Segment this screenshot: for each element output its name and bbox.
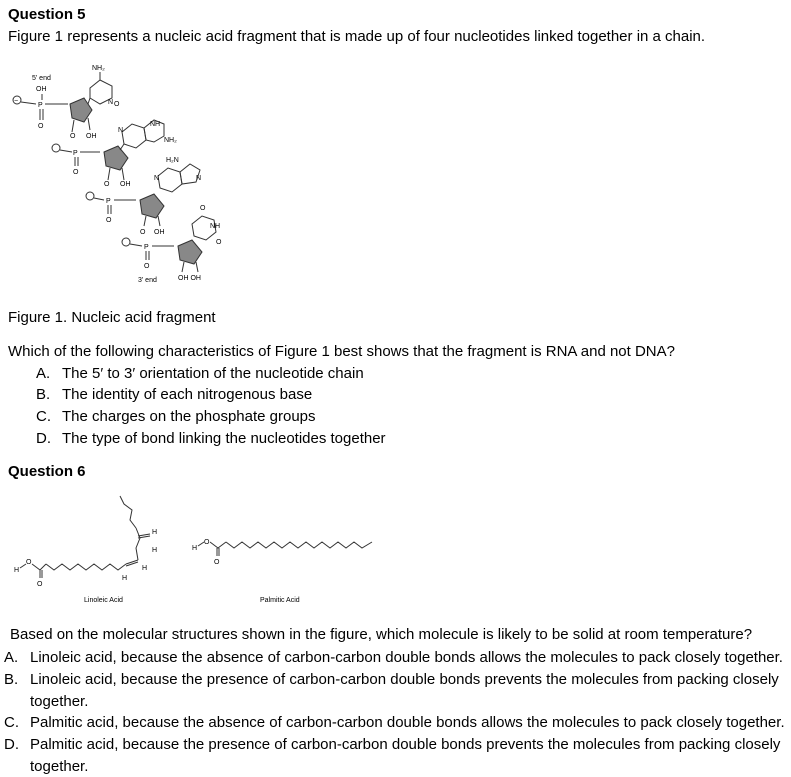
svg-text:P: P <box>73 150 78 157</box>
svg-text:OH OH: OH OH <box>178 275 201 282</box>
svg-text:N: N <box>196 175 202 182</box>
svg-text:O: O <box>38 123 44 130</box>
option-text: Palmitic acid, because the absence of carbon-carbon double bonds allows the molecules to pack closely together. <box>30 714 785 731</box>
svg-text:O: O <box>73 169 79 176</box>
svg-text:OH: OH <box>86 133 97 140</box>
option-text: The charges on the phosphate groups <box>62 408 316 425</box>
q6-option-a[interactable] <box>4 647 788 669</box>
three-end-label: 3' end <box>138 277 157 284</box>
q6-question: Based on the molecular structures shown in the figure, which molecule is likely to be solid at room temperature? <box>10 626 753 643</box>
q5-option-c[interactable] <box>36 408 316 425</box>
option-letter: C. <box>36 408 51 425</box>
svg-text:P: P <box>144 244 149 251</box>
svg-text:O: O <box>214 559 220 566</box>
svg-text:O: O <box>37 581 43 588</box>
svg-text:H: H <box>142 565 148 572</box>
palmitic-label: Palmitic Acid <box>260 597 300 604</box>
q5-heading: Question 5 <box>8 6 86 23</box>
svg-text:NH: NH <box>210 223 221 230</box>
svg-text:H: H <box>122 575 128 582</box>
svg-text:O: O <box>106 217 112 224</box>
option-letter: D. <box>36 430 51 447</box>
svg-text:OH: OH <box>36 86 47 93</box>
svg-text:O: O <box>204 539 210 546</box>
svg-text:OH: OH <box>154 229 165 236</box>
q5-intro: Figure 1 represents a nucleic acid fragment that is made up of four nucleotides linked together in a chain. <box>8 28 706 45</box>
svg-text:O: O <box>104 181 110 188</box>
svg-text:N: N <box>118 127 124 134</box>
option-letter: A. <box>4 649 19 666</box>
svg-text:O: O <box>144 263 150 270</box>
svg-text:H: H <box>14 567 20 574</box>
nucleic-acid-figure <box>0 58 300 298</box>
five-end-label: 5' end <box>32 75 51 82</box>
option-letter: A. <box>36 365 51 382</box>
svg-text:H₂N: H₂N <box>166 157 179 164</box>
svg-text:H: H <box>192 545 198 552</box>
svg-text:O: O <box>200 205 206 212</box>
option-letter: D. <box>4 736 19 753</box>
svg-text:H: H <box>152 529 158 536</box>
svg-text:H: H <box>152 547 158 554</box>
q5-option-d[interactable] <box>36 430 386 447</box>
option-letter: C. <box>4 714 19 731</box>
q5-option-a[interactable] <box>36 365 364 382</box>
svg-text:O: O <box>70 133 76 140</box>
option-text: The 5′ to 3′ orientation of the nucleotide chain <box>62 365 364 382</box>
option-text: The type of bond linking the nucleotides together <box>62 430 386 447</box>
svg-text:−: − <box>14 98 19 105</box>
option-text: Palmitic acid, because the presence of carbon-carbon double bonds prevents the molecules from packing closely together. <box>30 736 781 775</box>
svg-text:NH: NH <box>150 121 161 128</box>
option-text: Linoleic acid, because the absence of carbon-carbon double bonds allows the molecules to pack closely together. <box>30 649 783 666</box>
q6-option-b[interactable] <box>4 669 788 712</box>
linoleic-label: Linoleic Acid <box>84 597 123 604</box>
option-text: The identity of each nitrogenous base <box>62 386 313 403</box>
svg-text:O: O <box>26 559 32 566</box>
svg-text:P: P <box>106 198 111 205</box>
figure-1-caption: Figure 1. Nucleic acid fragment <box>8 309 216 326</box>
q5-question: Which of the following characteristics of Figure 1 best shows that the fragment is RNA and not DNA? <box>8 343 675 360</box>
q6-heading: Question 6 <box>8 463 86 480</box>
svg-text:OH: OH <box>120 181 131 188</box>
svg-text:O: O <box>140 229 146 236</box>
svg-text:N: N <box>154 175 160 182</box>
fatty-acids-figure <box>0 488 400 613</box>
svg-text:NH₂: NH₂ <box>164 137 177 144</box>
svg-text:N: N <box>108 99 114 106</box>
q6-option-c[interactable] <box>4 712 788 734</box>
option-text: Linoleic acid, because the presence of carbon-carbon double bonds prevents the molecules from packing closely together. <box>30 671 779 710</box>
option-letter: B. <box>36 386 51 403</box>
svg-text:P: P <box>38 102 43 109</box>
svg-text:O: O <box>216 239 222 246</box>
q5-option-b[interactable] <box>36 386 312 403</box>
q6-option-d[interactable] <box>4 734 788 777</box>
option-letter: B. <box>4 671 19 688</box>
svg-text:O: O <box>114 101 120 108</box>
svg-text:NH₂: NH₂ <box>92 65 105 72</box>
